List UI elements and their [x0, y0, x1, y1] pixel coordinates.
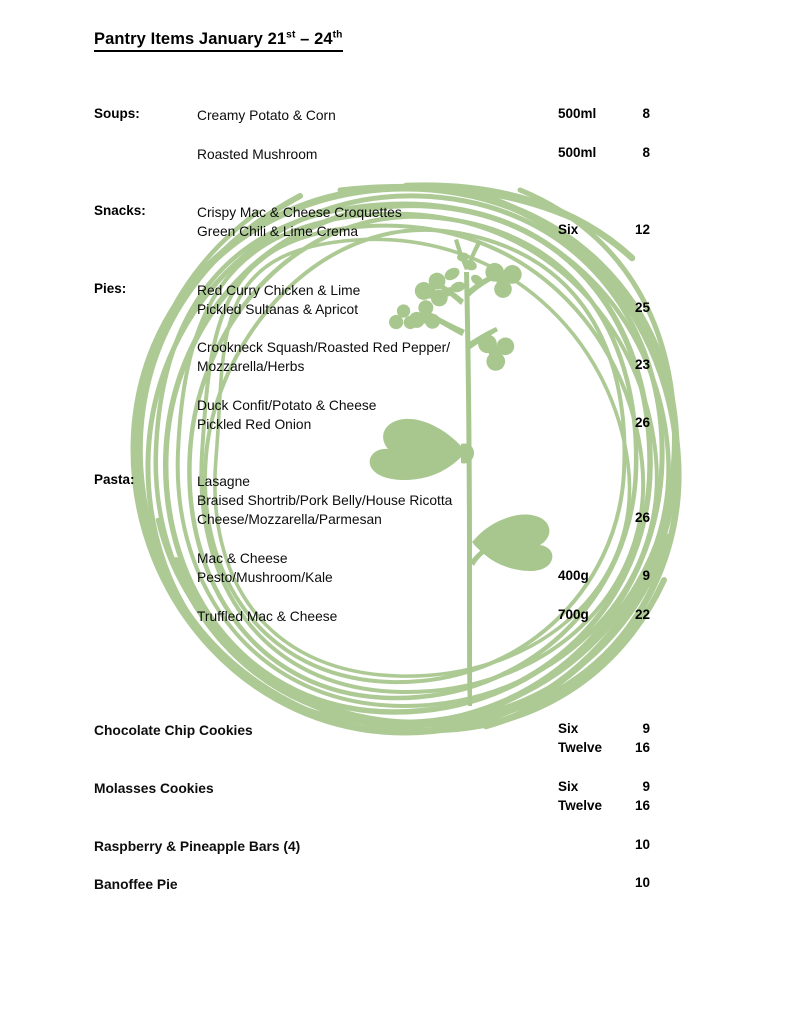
category-label-soups: Soups: [94, 106, 140, 121]
item-size: 500ml [558, 145, 597, 160]
item-price: 26 [634, 510, 650, 525]
item-price: 12 [634, 222, 650, 237]
item-description: Roasted Mushroom [197, 147, 318, 162]
dessert-name: Chocolate Chip Cookies [94, 723, 253, 738]
item-size: Six [558, 721, 579, 736]
item-size: 700g [558, 607, 589, 622]
item-description: Truffled Mac & Cheese [197, 609, 338, 624]
item-description [197, 472, 452, 529]
item-price: 9 [642, 779, 650, 794]
title-ordinal-th: th [332, 29, 343, 41]
item-size: Six [558, 222, 579, 237]
item-description [197, 338, 450, 376]
item-line-1: Duck Confit/Potato & Cheese [197, 398, 377, 413]
item-price-alt: 16 [634, 798, 650, 813]
dessert-name: Banoffee Pie [94, 877, 178, 892]
item-description: Creamy Potato & Corn [197, 108, 336, 123]
page-title-text [94, 30, 343, 52]
item-description [197, 396, 376, 434]
circular-scribble-icon [134, 186, 678, 732]
title-main: Pantry Items January 21 [94, 30, 287, 48]
item-line-2: Pesto/Mushroom/Kale [197, 570, 333, 585]
item-line-2: Mozzarella/Herbs [197, 359, 305, 374]
item-size: 500ml [558, 106, 597, 121]
item-line-1: Lasagne [197, 474, 250, 489]
page-title [94, 30, 343, 52]
item-size: 400g [558, 568, 589, 583]
item-price: 23 [634, 357, 650, 372]
item-price: 9 [642, 568, 650, 583]
dessert-name: Raspberry & Pineapple Bars (4) [94, 839, 301, 854]
item-line-2: Pickled Red Onion [197, 417, 312, 432]
item-description [197, 549, 333, 587]
item-line-1: Mac & Cheese [197, 551, 288, 566]
item-price: 10 [634, 837, 650, 852]
item-price: 25 [634, 300, 650, 315]
item-line-2: Green Chili & Lime Crema [197, 224, 359, 239]
item-price-alt: 16 [634, 740, 650, 755]
item-price: 8 [642, 145, 650, 160]
item-description [197, 203, 402, 241]
item-line-3: Cheese/Mozzarella/Parmesan [197, 512, 382, 527]
category-label-snacks: Snacks: [94, 203, 146, 218]
item-line-2: Pickled Sultanas & Apricot [197, 302, 359, 317]
item-price: 26 [634, 415, 650, 430]
category-label-pasta: Pasta: [94, 472, 135, 487]
item-size-alt: Twelve [558, 798, 603, 813]
item-price: 10 [634, 875, 650, 890]
item-price: 9 [642, 721, 650, 736]
item-price: 8 [642, 106, 650, 121]
category-label-pies: Pies: [94, 281, 127, 296]
title-ordinal-st: st [286, 29, 296, 41]
item-line-1: Crookneck Squash/Roasted Red Pepper/ [197, 340, 451, 355]
dessert-name: Molasses Cookies [94, 781, 214, 796]
item-line-1: Red Curry Chicken & Lime [197, 283, 361, 298]
item-size: Six [558, 779, 579, 794]
item-price: 22 [634, 607, 650, 622]
item-description [197, 281, 360, 319]
title-dash: – 24 [295, 30, 333, 48]
item-line-2: Braised Shortrib/Pork Belly/House Ricotta [197, 493, 453, 508]
item-line-1: Crispy Mac & Cheese Croquettes [197, 205, 402, 220]
item-size-alt: Twelve [558, 740, 603, 755]
